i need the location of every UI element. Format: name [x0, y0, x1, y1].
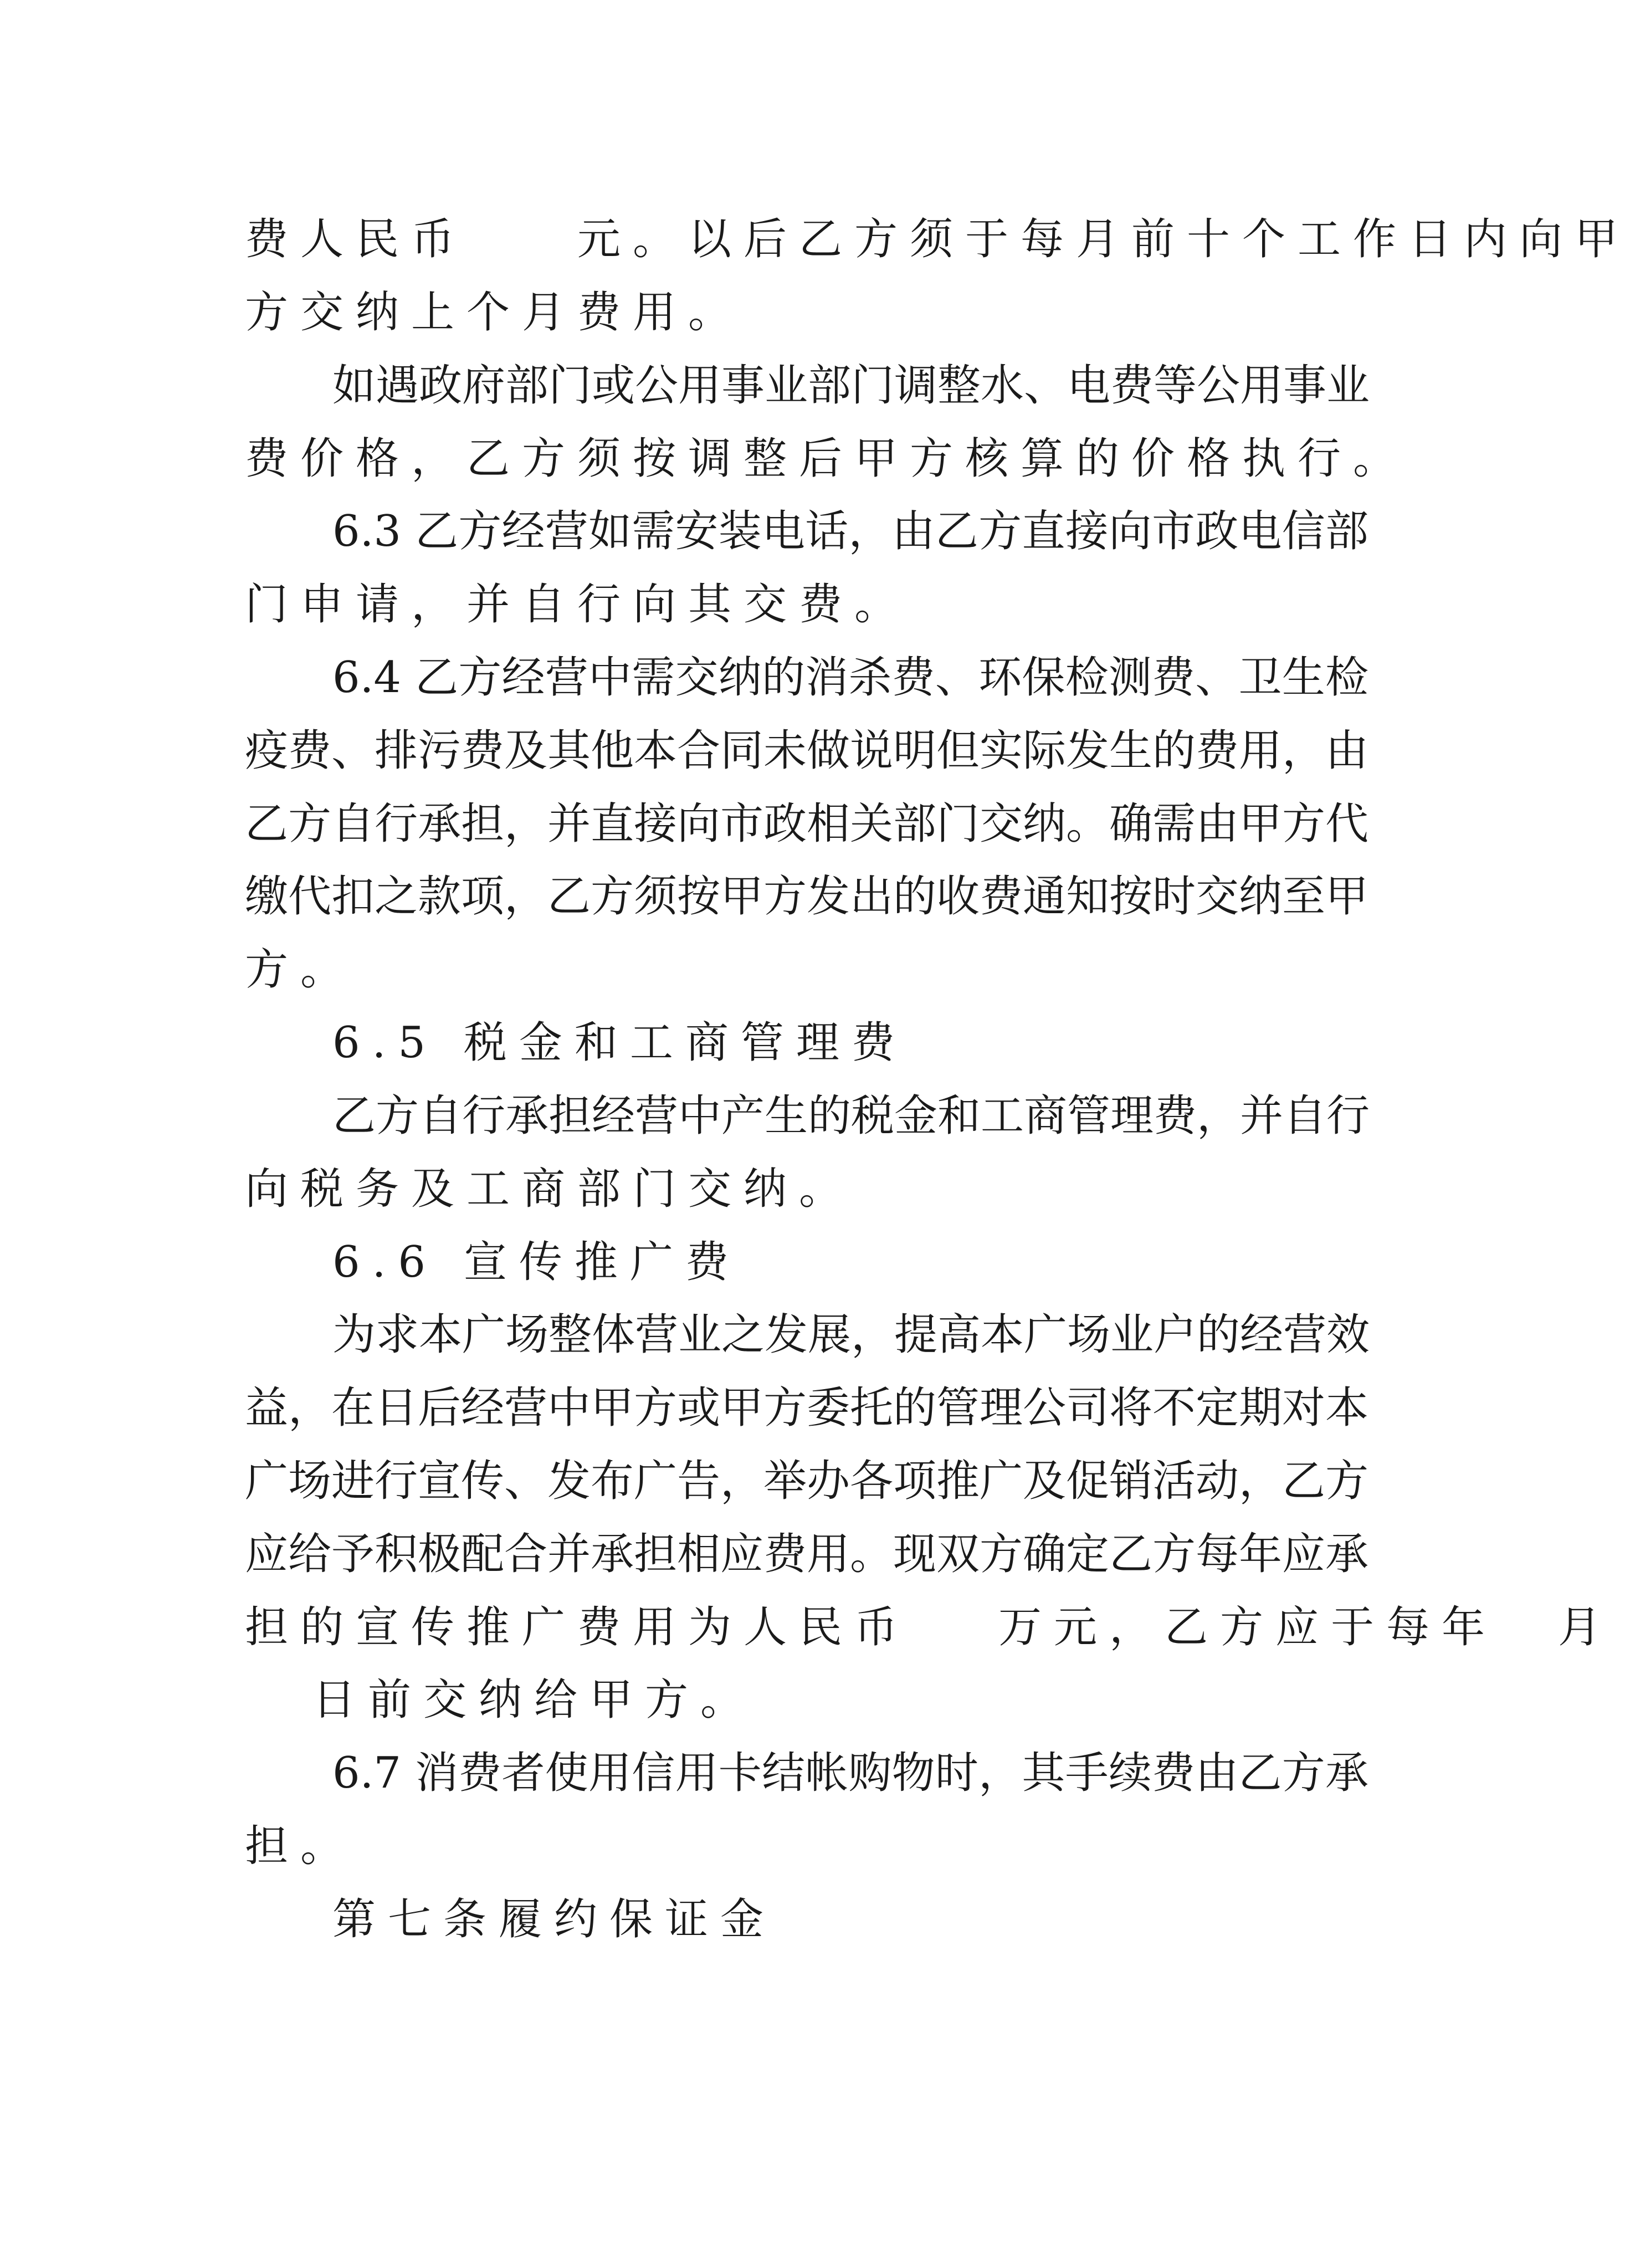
text-line	[245, 1603, 1614, 1652]
text-line: 应给予积极配合并承担相应费用。现双方确定乙方每年应承	[245, 1529, 1369, 1579]
text-line: 6.7 消费者使用信用卡结帐购物时，其手续费由乙方承	[332, 1748, 1368, 1798]
text-line: 缴代扣之款项，乙方须按甲方发出的收费通知按时交纳至甲	[245, 872, 1369, 921]
text-line: 方。	[245, 945, 356, 995]
text-line: 乙方自行承担，并直接向市政相关部门交纳。确需由甲方代	[245, 799, 1369, 849]
text-segment: 月	[1558, 1603, 1614, 1652]
text-line: 广场进行宣传、发布广告，举办各项推广及促销活动，乙方	[245, 1456, 1369, 1506]
text-line: 为求本广场整体营业之发展，提高本广场业户的经营效	[332, 1310, 1370, 1360]
text-line: 担。	[245, 1821, 356, 1871]
article-heading: 第七条履约保证金	[332, 1895, 776, 1944]
text-line: 向税务及工商部门交纳。	[245, 1164, 855, 1214]
text-line: 6.3 乙方经营如需安装电话，由乙方直接向市政电信部	[332, 506, 1368, 556]
text-line: 益，在日后经营中甲方或甲方委托的管理公司将不定期对本	[245, 1383, 1369, 1433]
text-segment: 元。以后乙方须于每月前十个工作日内向甲	[577, 214, 1630, 264]
text-segment: 费人民币	[245, 214, 467, 264]
text-line: 乙方自行承担经营中产生的税金和工商管理费，并自行	[332, 1091, 1370, 1141]
section-heading: 6.6 宣传推广费	[332, 1237, 741, 1287]
section-heading: 6.5 税金和工商管理费	[332, 1018, 907, 1068]
text-line: 6.4 乙方经营中需交纳的消杀费、环保检测费、卫生检	[332, 653, 1368, 703]
text-segment: 担的宣传推广费用为人民币	[245, 1603, 910, 1652]
text-segment: 万元，乙方应于每年	[998, 1603, 1498, 1652]
text-line: 方交纳上个月费用。	[245, 288, 744, 337]
text-line	[245, 214, 1630, 264]
text-line: 疫费、排污费及其他本合同未做说明但实际发生的费用，由	[245, 726, 1369, 776]
text-line: 日前交纳给甲方。	[312, 1675, 756, 1725]
text-line: 如遇政府部门或公用事业部门调整水、电费等公用事业	[332, 361, 1370, 411]
text-line: 费价格，乙方须按调整后甲方核算的价格执行。	[245, 434, 1409, 484]
text-line: 门申请，并自行向其交费。	[245, 580, 910, 629]
